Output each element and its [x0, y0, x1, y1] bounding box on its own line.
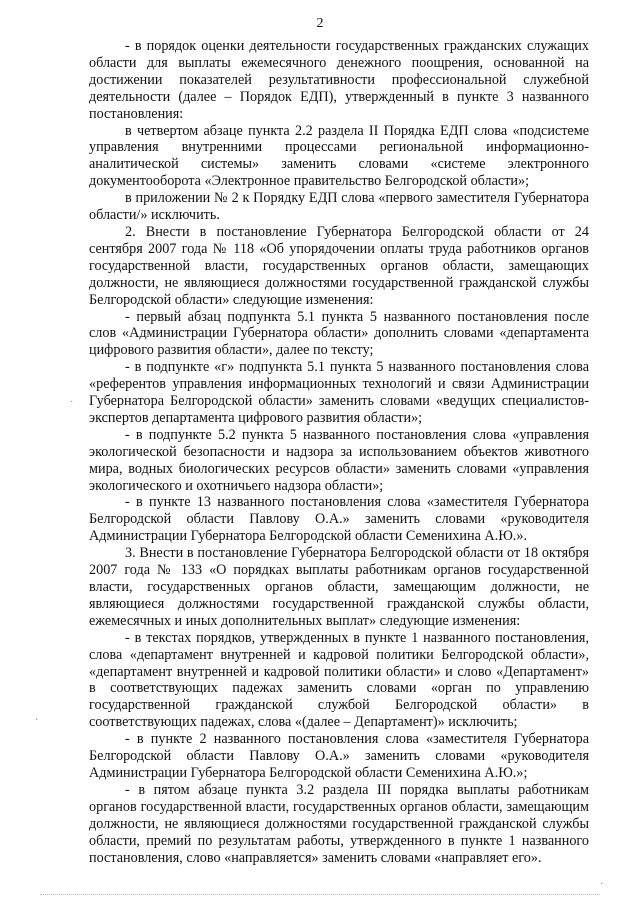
page-number: 2 — [316, 16, 324, 31]
scan-edge-line — [40, 894, 600, 895]
paragraph-2: в четвертом абзаце пункта 2.2 раздела II Порядка ЕДП слова «подсистеме управления внутренними процессами региональной информационно-аналитической системы» заменить словами «системе электронного документооборота «Электронное правительство Белгородской области»; — [89, 122, 589, 190]
scan-artifact-mark: · — [600, 879, 604, 890]
paragraph-12: - в пятом абзаце пункта 3.2 раздела III порядка выплаты работникам органов государственной власти, государственных органов области, замещающим должности, не являющиеся должностями государственной гражданской службы области, премий по результатам работы, утвержденного в пункте 1 названного постановления, слово «направляется» заменить словами «направляет его». — [89, 781, 589, 866]
paragraph-9: 3. Внести в постановление Губернатора Белгородской области от 18 октября 2007 года № 133 «О порядках выплаты работникам органов государственной власти, государственных органов области, замещающим должности, не являющиеся должностями государственной гражданской службы области, ежемесячных и иных дополнительных выплат» следующие изменения: — [89, 545, 589, 629]
paragraph-11: - в пункте 2 названного постановления слова «заместителя Губернатора Белгородской области Павлову О.А.» заменить словами «руководителя Администрации Губернатора Белгородской области Семенихина А.Ю.»; — [89, 731, 589, 781]
scan-artifact-mark: · — [35, 715, 39, 726]
paragraph-6: - в подпункте «г» подпункта 5.1 пункта 5 названного постановления слова «референтов управления информационных технологий и связи Администрации Губернатора Белгородской области» заменить словами «ведущих специалистов-экспертов департамента цифрового развития области»; — [89, 359, 589, 426]
paragraph-8: - в пункте 13 названного постановления слова «заместителя Губернатора Белгородской области Павлову О.А.» заменить словами «руководителя Администрации Губернатора Белгородской области Семенихина А.Ю.». — [89, 494, 589, 545]
document-body — [89, 38, 589, 866]
paragraph-5: - первый абзац подпункта 5.1 пункта 5 названного постановления после слов «Администрации Губернатора области» дополнить словами «департамента цифрового развития области», далее по тексту; — [89, 308, 589, 359]
paragraph-1: - в порядок оценки деятельности государственных гражданских служащих области для выплаты ежемесячного денежного поощрения, основанной на достижении показателей результативности профессиональной служебной деятельности (далее – Порядок ЕДП), утвержденный в пункте 3 названного постановления: — [89, 38, 589, 122]
paragraph-4: 2. Внести в постановление Губернатора Белгородской области от 24 сентября 2007 года № 118 «Об упорядочении оплаты труда работников органов государственной власти, государственных органов области, замещающих должности, не являющиеся должностями государственной гражданской службы Белгородской области» следующие изменения: — [89, 223, 589, 308]
paragraph-3: в приложении № 2 к Порядку ЕДП слова «первого заместителя Губернатора области/» исключить. — [89, 190, 589, 224]
scan-artifact-mark: · — [70, 397, 74, 408]
paragraph-7: - в подпункте 5.2 пункта 5 названного постановления слова «управления экологической безопасности и надзора за использованием объектов животного мира, водных биологических ресурсов области» заменить словами «управления экологического и охотничьего надзора области»; — [89, 426, 589, 494]
paragraph-10: - в текстах порядков, утвержденных в пункте 1 названного постановления, слова «департамент внутренней и кадровой политики Белгородской области», «департамент внутренней и кадровой политики области» и слово «Департамент» в соответствующих падежах заменить словами «орган по управлению государственной гражданской службой Белгородской области» в соответствующих падежах, слова «(далее – Департамент)» исключить; — [89, 629, 589, 731]
